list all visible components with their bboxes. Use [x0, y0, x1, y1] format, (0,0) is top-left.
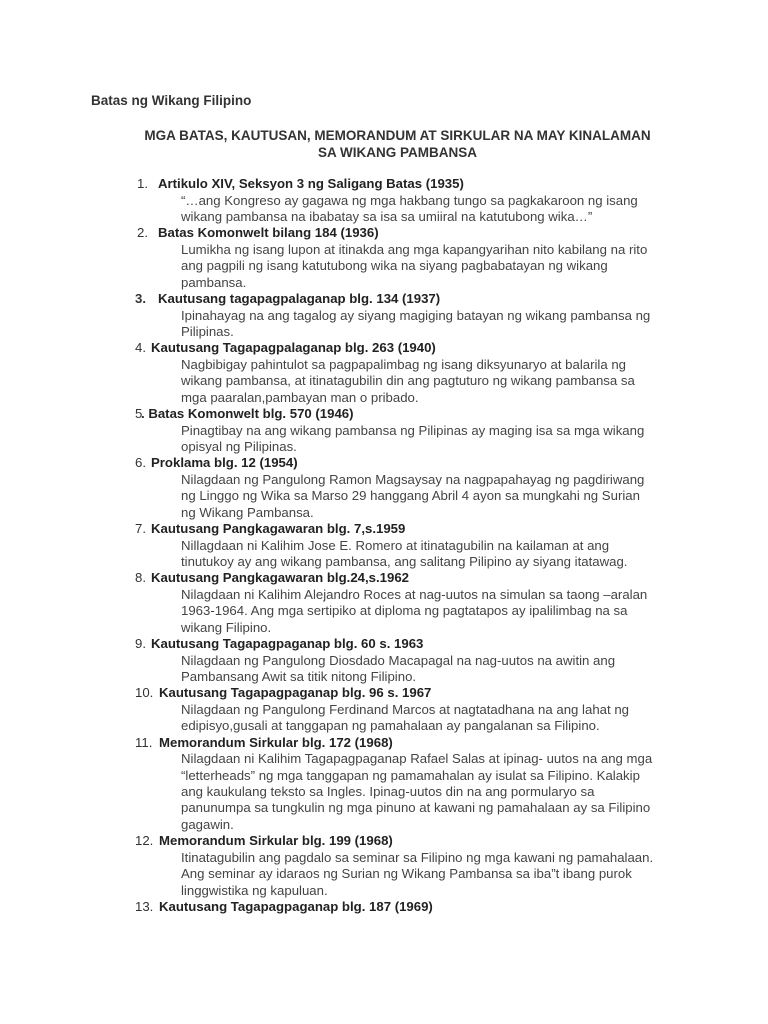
list-item-title: Kautusang Pangkagawaran blg.24,s.1962 [151, 570, 409, 586]
list-item-heading [0, 406, 768, 423]
list-item-heading [0, 225, 768, 242]
list-item-number: 3. [135, 291, 146, 307]
list-item [0, 735, 768, 834]
list-item-title: Memorandum Sirkular blg. 199 (1968) [159, 833, 393, 849]
list-item [0, 833, 768, 899]
description-line: gagawin. [181, 816, 234, 832]
description-line: ng Linggo ng Wika sa Marso 29 hanggang Abril 4 ayon sa mungkahi ng Surian [181, 488, 640, 504]
description-line: Nilagdaan ng Pangulong Diosdado Macapagal na nag-uutos na awitin ang [181, 652, 616, 668]
description-line: Nilagdaan ng Pangulong Ramon Magsaysay na nagpapahayag ng pagdiriwang [181, 471, 645, 487]
list-item-description [181, 423, 681, 456]
list-item-number: 9. [135, 636, 146, 652]
list-item [0, 176, 768, 225]
list-item-title: Proklama blg. 12 (1954) [151, 455, 298, 471]
description-line: Nillagdaan ni Kalihim Jose E. Romero at itinatagubilin na kailaman at ang [181, 537, 610, 553]
list-item-heading [0, 685, 768, 702]
list-item-title: Kautusang Tagapagpalaganap blg. 263 (1940) [151, 340, 436, 356]
heading-line-2: SA WIKANG PAMBANSA [318, 145, 477, 160]
heading-line-1: MGA BATAS, KAUTUSAN, MEMORANDUM AT SIRKULAR NA MAY KINALAMAN [144, 128, 651, 143]
list-item-number: 2. [137, 225, 148, 241]
list-item-description [181, 308, 681, 341]
list-item-number: 4. [135, 340, 146, 356]
list-item-description [181, 242, 681, 291]
description-line: Itinatagubilin ang pagdalo sa seminar sa Filipino ng mga kawani ng pamahalaan. [181, 849, 654, 865]
list-item [0, 570, 768, 636]
list-item-heading [0, 176, 768, 193]
description-line: Lumikha ng isang lupon at itinakda ang mga kapangyarihan nito kabilang na rito [181, 241, 648, 257]
list-item-title: Kautusang Tagapagpaganap blg. 60 s. 1963 [151, 636, 424, 652]
list-item-number: 10. [135, 685, 154, 701]
description-line: panunumpa sa tungkulin ng mga pinuno at kawani ng pamahalaan ay sa Filipino [181, 800, 651, 816]
list-item-description [181, 587, 681, 636]
list-item-description [181, 193, 681, 226]
list-item-number: 6. [135, 455, 146, 471]
description-line: “…ang Kongreso ay gagawa ng mga hakbang tungo sa pagkakaroon ng isang [181, 192, 638, 208]
description-line: mga paaralan,pambayan man o pribado. [181, 389, 419, 405]
list-item-number: 1. [137, 176, 148, 191]
description-line: ang pagpili ng isang katutubong wika na siyang pagbabatayan ng wikang [181, 258, 608, 274]
list-item [0, 899, 768, 916]
list-item-title: Kautusang tagapagpalaganap blg. 134 (1937) [158, 291, 441, 307]
list-item [0, 685, 768, 734]
list-item-title: Memorandum Sirkular blg. 172 (1968) [159, 734, 393, 750]
list-item-number: 5 [135, 406, 143, 422]
list-item-number: 8. [135, 570, 146, 586]
list-item-heading [0, 570, 768, 587]
description-line: Ipinahayag na ang tagalog ay siyang magiging batayan ng wikang pambansa ng [181, 307, 651, 323]
list-item-heading [0, 291, 768, 308]
list-item [0, 340, 768, 406]
description-line: linggwistika ng kapuluan. [181, 882, 328, 898]
description-line: Pilipinas. [181, 323, 234, 339]
list-item-number: 12. [135, 833, 154, 849]
description-line: Nilagdaan ng Pangulong Ferdinand Marcos at nagtatadhana na ang lahat ng [181, 701, 629, 717]
list-item-title: Kautusang Tagapagpaganap blg. 187 (1969) [159, 899, 433, 914]
description-line: Nagbibigay pahintulot sa pagpapalimbag ng isang diksyunaryo at balarila ng [181, 356, 627, 372]
list-item-description [181, 357, 681, 406]
description-line: wikang pambansa, at itinatagubilin din ang pagtuturo ng wikang pambansa sa [181, 373, 635, 389]
list-item-description [181, 751, 681, 833]
list-item-heading [0, 340, 768, 357]
list-item-title: Kautusang Tagapagpaganap blg. 96 s. 1967 [159, 685, 432, 701]
description-line: ang kaukulang teksto sa Ingles. Ipinag-uutos din na ang pormularyo sa [181, 784, 595, 800]
description-line: Nilagdaan ni Kalihim Tagapagpaganap Rafael Salas at ipinag- uutos na ang mga [181, 751, 653, 767]
list-item-description [181, 472, 681, 521]
list-item [0, 636, 768, 685]
description-line: Pinagtibay na ang wikang pambansa ng Pilipinas ay maging isa sa mga wikang [181, 422, 645, 438]
list-item [0, 455, 768, 521]
list-item-number: 7. [135, 521, 146, 537]
list-item [0, 291, 768, 340]
document-heading [120, 127, 675, 161]
description-line: wikang Filipino. [181, 619, 272, 635]
list-item-title: Kautusang Pangkagawaran blg. 7,s.1959 [151, 521, 406, 537]
description-line: Pambansang Awit sa titik nitong Filipino. [181, 669, 417, 685]
description-line: “letterheads” ng mga tanggapan ng pamamahalan ay isulat sa Filipino. Kalakip [181, 767, 640, 783]
list-item-heading [0, 521, 768, 538]
list-item [0, 521, 768, 570]
list-item-description [181, 653, 681, 686]
description-line: 1963-1964. Ang mga sertipiko at diploma ng pagtatapos ay ipalilimbag na sa [181, 603, 628, 619]
description-line: ng Wikang Pambansa. [181, 504, 314, 520]
list-item-description [181, 850, 681, 899]
list-item-heading [0, 899, 768, 916]
list-item-title: Batas Komonwelt bilang 184 (1936) [158, 225, 379, 241]
list-item-heading [0, 636, 768, 653]
description-line: tinutukoy ay ang wikang pambansa, ang salitang Pilipino ay siyang itatawag. [181, 554, 628, 569]
document-title: Batas ng Wikang Filipino [91, 93, 252, 108]
list-item-heading [0, 455, 768, 472]
list-item-description [181, 702, 681, 735]
law-list [0, 176, 768, 916]
list-item-number: 13. [135, 899, 154, 914]
list-item [0, 406, 768, 455]
description-line: wikang pambansa na ibabatay sa isa sa umiiral na katutubong wika…” [181, 208, 593, 224]
list-item [0, 225, 768, 291]
list-item-heading [0, 833, 768, 850]
list-item-title: Artikulo XIV, Seksyon 3 ng Saligang Batas (1935) [158, 176, 464, 191]
description-line: Ang seminar ay idaraos ng Surian ng Wikang Pambansa sa iba”t ibang purok [181, 866, 632, 882]
list-item-number: 11. [135, 734, 153, 750]
list-item-description [181, 538, 681, 571]
description-line: Nilagdaan ni Kalihim Alejandro Roces at nag-uutos na simulan sa taong –aralan [181, 586, 648, 602]
list-item-title: . Batas Komonwelt blg. 570 (1946) [141, 406, 354, 422]
list-item-heading [0, 735, 768, 752]
description-line: edipisyo,gusali at tanggapan ng pamahalaan ay pangalanan sa Filipino. [181, 718, 600, 734]
description-line: pambansa. [181, 274, 247, 290]
description-line: opisyal ng Pilipinas. [181, 438, 297, 454]
